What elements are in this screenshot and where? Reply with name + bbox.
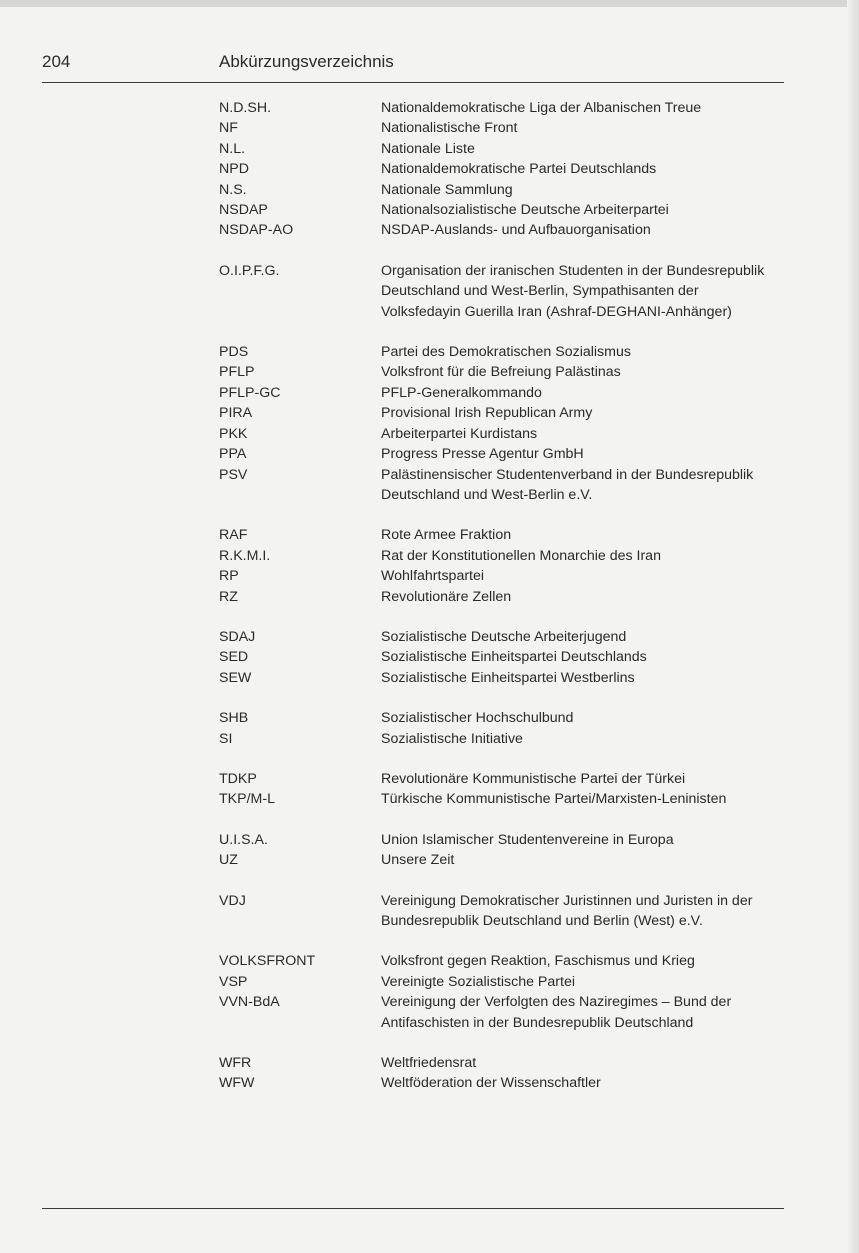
entry-group	[0, 891, 859, 932]
list-item	[0, 362, 859, 382]
entry-group	[0, 98, 859, 241]
abbreviation: PPA	[219, 446, 247, 463]
entry-group	[0, 342, 859, 505]
entry-group	[0, 1053, 859, 1094]
list-item	[0, 1073, 859, 1093]
definition: Unsere Zeit	[381, 852, 455, 869]
abbreviation-list	[0, 98, 859, 1114]
abbreviation: NSDAP-AO	[219, 222, 294, 239]
list-item	[0, 566, 859, 586]
abbreviation: PIRA	[219, 405, 253, 422]
abbreviation: O.I.P.F.G.	[219, 262, 280, 279]
abbreviation: WFR	[219, 1055, 252, 1072]
abbreviation: WFW	[219, 1075, 255, 1092]
list-item	[0, 342, 859, 362]
abbreviation: R.K.M.I.	[219, 547, 271, 564]
definition: Nationaldemokratische Partei Deutschlands	[381, 161, 657, 178]
list-item	[0, 830, 859, 850]
abbreviation: PFLP-GC	[219, 384, 281, 401]
definition: Nationalistische Front	[381, 120, 518, 137]
abbreviation: NF	[219, 120, 238, 137]
page-number: 204	[42, 52, 71, 71]
list-item	[0, 891, 859, 932]
list-item	[0, 647, 859, 667]
abbreviation: SHB	[219, 710, 249, 727]
list-item	[0, 261, 859, 322]
definition: Sozialistische Deutsche Arbeiterjugend	[381, 628, 627, 645]
abbreviation: SEW	[219, 669, 252, 686]
definition: Weltfriedensrat	[381, 1055, 477, 1072]
abbreviation: SI	[219, 730, 233, 747]
list-item	[0, 992, 859, 1033]
definition: Rote Armee Fraktion	[381, 527, 512, 544]
definition: Revolutionäre Kommunistische Partei der Türkei	[381, 770, 686, 787]
entry-group	[0, 830, 859, 871]
abbreviation: PDS	[219, 344, 249, 361]
list-item	[0, 220, 859, 240]
definition: Vereinigung Demokratischer Juristinnen und Juristen in der Bundesrepublik Deutschland und Berlin (West) e.V.	[381, 892, 753, 929]
entry-group	[0, 261, 859, 322]
definition: Sozialistische Einheitspartei Deutschlands	[381, 649, 647, 666]
list-item	[0, 668, 859, 688]
definition: Volksfront gegen Reaktion, Faschismus und Krieg	[381, 953, 695, 970]
footer-rule	[42, 1208, 784, 1209]
abbreviation: VVN-BdA	[219, 994, 280, 1011]
header-rule	[42, 82, 784, 83]
list-item	[0, 627, 859, 647]
definition: Sozialistischer Hochschulbund	[381, 710, 574, 727]
abbreviation: NSDAP	[219, 202, 268, 219]
abbreviation: PFLP	[219, 364, 255, 381]
definition: Sozialistische Initiative	[381, 730, 523, 747]
list-item	[0, 465, 859, 506]
definition: Palästinensischer Studentenverband in der Bundesrepublik Deutschland und West-Berlin e.V.	[381, 466, 754, 503]
abbreviation: PSV	[219, 466, 248, 483]
list-item	[0, 403, 859, 423]
list-item	[0, 383, 859, 403]
list-item	[0, 769, 859, 789]
list-item	[0, 1053, 859, 1073]
definition: Sozialistische Einheitspartei Westberlins	[381, 669, 635, 686]
list-item	[0, 546, 859, 566]
list-item	[0, 972, 859, 992]
list-item	[0, 587, 859, 607]
list-item	[0, 708, 859, 728]
definition: Weltföderation der Wissenschaftler	[381, 1075, 601, 1092]
list-item	[0, 200, 859, 220]
entry-group	[0, 627, 859, 688]
abbreviation: NPD	[219, 161, 249, 178]
abbreviation: VSP	[219, 973, 248, 990]
abbreviation: PKK	[219, 425, 248, 442]
definition: Wohlfahrtspartei	[381, 568, 485, 585]
abbreviation: TDKP	[219, 770, 257, 787]
abbreviation: RAF	[219, 527, 248, 544]
list-item	[0, 525, 859, 545]
entry-group	[0, 769, 859, 810]
list-item	[0, 118, 859, 138]
definition: Revolutionäre Zellen	[381, 588, 512, 605]
list-item	[0, 98, 859, 118]
abbreviation: N.S.	[219, 181, 247, 198]
abbreviation: VOLKSFRONT	[219, 953, 316, 970]
abbreviation: N.L.	[219, 140, 246, 157]
definition: Arbeiterpartei Kurdistans	[381, 425, 538, 442]
definition: NSDAP-Auslands- und Aufbauorganisation	[381, 222, 651, 239]
definition: Türkische Kommunistische Partei/Marxisten-Leninisten	[381, 791, 727, 808]
abbreviation: SDAJ	[219, 628, 256, 645]
definition: Nationale Sammlung	[381, 181, 513, 198]
definition: Union Islamischer Studentenvereine in Europa	[381, 831, 674, 848]
list-item	[0, 424, 859, 444]
list-item	[0, 159, 859, 179]
abbreviation: TKP/M-L	[219, 791, 275, 808]
definition: Rat der Konstitutionellen Monarchie des Iran	[381, 547, 661, 564]
abbreviation: RZ	[219, 588, 238, 605]
definition: Nationale Liste	[381, 140, 475, 157]
definition: PFLP-Generalkommando	[381, 384, 542, 401]
definition: Provisional Irish Republican Army	[381, 405, 593, 422]
abbreviation: U.I.S.A.	[219, 831, 268, 848]
entry-group	[0, 951, 859, 1033]
abbreviation: UZ	[219, 852, 238, 869]
list-item	[0, 444, 859, 464]
definition: Organisation der iranischen Studenten in der Bundesrepublik Deutschland und West-Berlin, Sympathisanten der Volksfedayin Guerilla Iran (Ashraf-DEGHANI-Anhänger)	[381, 262, 765, 320]
list-item	[0, 789, 859, 809]
definition: Nationalsozialistische Deutsche Arbeiterpartei	[381, 202, 669, 219]
abbreviation: RP	[219, 568, 239, 585]
running-head: Abkürzungsverzeichnis	[219, 52, 394, 71]
list-item	[0, 139, 859, 159]
list-item	[0, 951, 859, 971]
list-item	[0, 180, 859, 200]
definition: Nationaldemokratische Liga der Albanischen Treue	[381, 100, 702, 116]
definition: Vereinigte Sozialistische Partei	[381, 973, 575, 990]
abbreviation: VDJ	[219, 892, 246, 909]
list-item	[0, 729, 859, 749]
definition: Volksfront für die Befreiung Palästinas	[381, 364, 621, 381]
entry-group	[0, 708, 859, 749]
list-item	[0, 850, 859, 870]
scan-top-edge	[0, 0, 859, 7]
abbreviation: SED	[219, 649, 249, 666]
entry-group	[0, 525, 859, 607]
definition: Partei des Demokratischen Sozialismus	[381, 344, 631, 361]
abbreviation: N.D.SH.	[219, 100, 272, 116]
definition: Progress Presse Agentur GmbH	[381, 446, 584, 463]
definition: Vereinigung der Verfolgten des Naziregimes – Bund der Antifaschisten in der Bundesrepublik Deutschland	[381, 994, 732, 1031]
